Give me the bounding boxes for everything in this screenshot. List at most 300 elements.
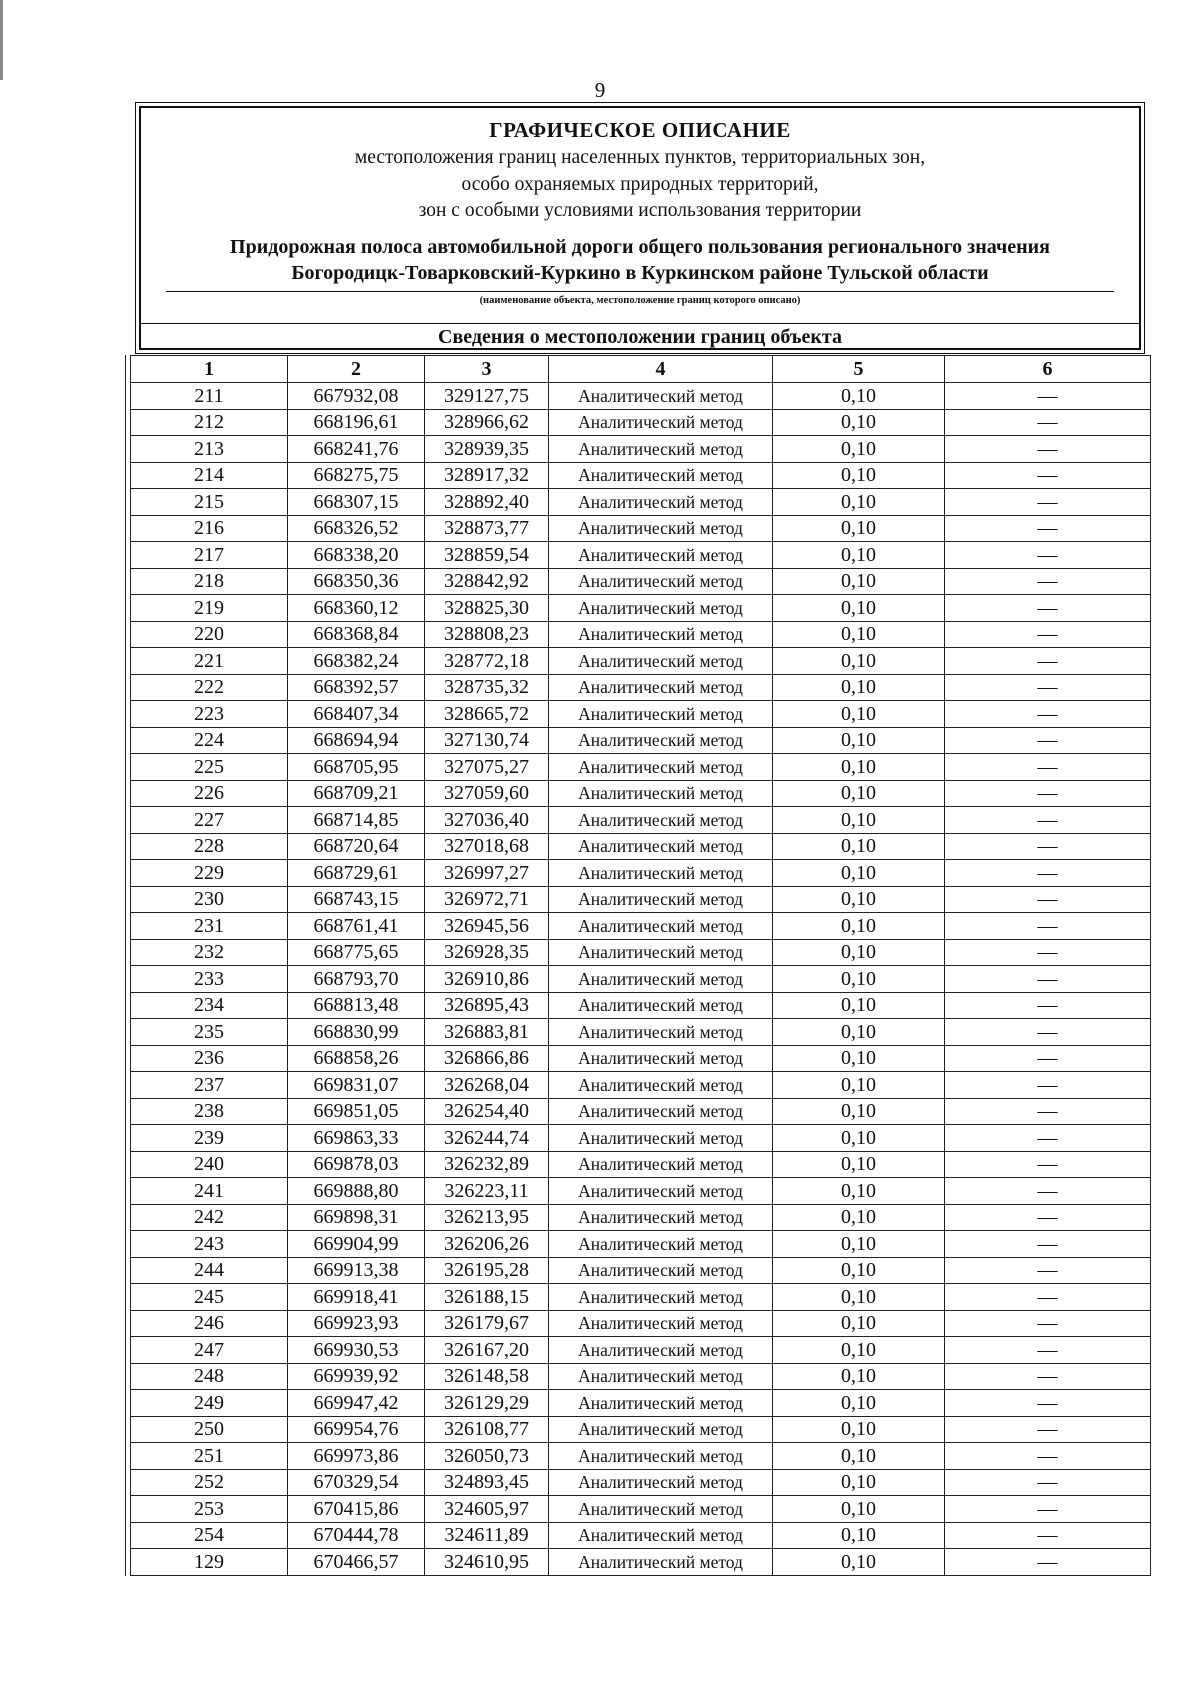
y-coordinate-cell: 327018,68 (425, 833, 549, 860)
y-coordinate-cell: 326206,26 (425, 1231, 549, 1258)
point-number-cell: 213 (131, 436, 288, 463)
y-coordinate-cell: 326866,86 (425, 1045, 549, 1072)
section-divider (141, 323, 1139, 324)
description-cell: — (945, 1045, 1151, 1072)
y-coordinate-cell: 328966,62 (425, 409, 549, 436)
method-cell: Аналитический метод (549, 1284, 773, 1311)
y-coordinate-cell: 324605,97 (425, 1496, 549, 1523)
y-coordinate-cell: 326213,95 (425, 1204, 549, 1231)
method-cell: Аналитический метод (549, 833, 773, 860)
description-cell: — (945, 939, 1151, 966)
y-coordinate-cell: 324611,89 (425, 1522, 549, 1549)
x-coordinate-cell: 667932,08 (288, 383, 425, 410)
description-cell: — (945, 462, 1151, 489)
method-cell: Аналитический метод (549, 462, 773, 489)
x-coordinate-cell: 668729,61 (288, 860, 425, 887)
table-row (131, 489, 1151, 516)
point-number-cell: 236 (131, 1045, 288, 1072)
y-coordinate-cell: 324893,45 (425, 1469, 549, 1496)
x-coordinate-cell: 669930,53 (288, 1337, 425, 1364)
x-coordinate-cell: 668350,36 (288, 568, 425, 595)
point-number-cell: 211 (131, 383, 288, 410)
method-cell: Аналитический метод (549, 436, 773, 463)
precision-cell: 0,10 (773, 1231, 945, 1258)
method-cell: Аналитический метод (549, 1363, 773, 1390)
column-header-1: 1 (131, 356, 288, 383)
point-number-cell: 214 (131, 462, 288, 489)
method-cell: Аналитический метод (549, 1178, 773, 1205)
precision-cell: 0,10 (773, 1072, 945, 1099)
table-row (131, 1522, 1151, 1549)
description-cell: — (945, 1231, 1151, 1258)
point-number-cell: 228 (131, 833, 288, 860)
point-number-cell: 245 (131, 1284, 288, 1311)
point-number-cell: 249 (131, 1390, 288, 1417)
point-number-cell: 241 (131, 1178, 288, 1205)
table-row (131, 1337, 1151, 1364)
description-cell: — (945, 886, 1151, 913)
y-coordinate-cell: 328939,35 (425, 436, 549, 463)
y-coordinate-cell: 328873,77 (425, 515, 549, 542)
precision-cell: 0,10 (773, 833, 945, 860)
point-number-cell: 226 (131, 780, 288, 807)
y-coordinate-cell: 326244,74 (425, 1125, 549, 1152)
y-coordinate-cell: 326910,86 (425, 966, 549, 993)
description-cell: — (945, 409, 1151, 436)
column-header-2: 2 (288, 356, 425, 383)
method-cell: Аналитический метод (549, 568, 773, 595)
point-number-cell: 230 (131, 886, 288, 913)
table-row (131, 542, 1151, 569)
x-coordinate-cell: 668858,26 (288, 1045, 425, 1072)
method-cell: Аналитический метод (549, 754, 773, 781)
point-number-cell: 247 (131, 1337, 288, 1364)
x-coordinate-cell: 668714,85 (288, 807, 425, 834)
y-coordinate-cell: 327130,74 (425, 727, 549, 754)
precision-cell: 0,10 (773, 886, 945, 913)
precision-cell: 0,10 (773, 1019, 945, 1046)
method-cell: Аналитический метод (549, 1310, 773, 1337)
table-row (131, 409, 1151, 436)
table-row (131, 674, 1151, 701)
method-cell: Аналитический метод (549, 1072, 773, 1099)
method-cell: Аналитический метод (549, 913, 773, 940)
y-coordinate-cell: 326195,28 (425, 1257, 549, 1284)
x-coordinate-cell: 669888,80 (288, 1178, 425, 1205)
description-cell: — (945, 1310, 1151, 1337)
precision-cell: 0,10 (773, 1257, 945, 1284)
method-cell: Аналитический метод (549, 992, 773, 1019)
table-row (131, 1178, 1151, 1205)
table-row (131, 1151, 1151, 1178)
precision-cell: 0,10 (773, 621, 945, 648)
precision-cell: 0,10 (773, 1363, 945, 1390)
x-coordinate-cell: 669939,92 (288, 1363, 425, 1390)
point-number-cell: 231 (131, 913, 288, 940)
table-row (131, 1125, 1151, 1152)
description-cell: — (945, 701, 1151, 728)
x-coordinate-cell: 668368,84 (288, 621, 425, 648)
x-coordinate-cell: 668392,57 (288, 674, 425, 701)
description-cell: — (945, 1019, 1151, 1046)
table-row (131, 807, 1151, 834)
coordinates-table-wrapper (130, 355, 1150, 1576)
precision-cell: 0,10 (773, 701, 945, 728)
point-number-cell: 220 (131, 621, 288, 648)
precision-cell: 0,10 (773, 754, 945, 781)
x-coordinate-cell: 669923,93 (288, 1310, 425, 1337)
method-cell: Аналитический метод (549, 1125, 773, 1152)
x-coordinate-cell: 668275,75 (288, 462, 425, 489)
precision-cell: 0,10 (773, 1522, 945, 1549)
description-cell: — (945, 1522, 1151, 1549)
method-cell: Аналитический метод (549, 409, 773, 436)
y-coordinate-cell: 326148,58 (425, 1363, 549, 1390)
description-cell: — (945, 595, 1151, 622)
precision-cell: 0,10 (773, 1416, 945, 1443)
description-cell: — (945, 1284, 1151, 1311)
point-number-cell: 223 (131, 701, 288, 728)
x-coordinate-cell: 669878,03 (288, 1151, 425, 1178)
method-cell: Аналитический метод (549, 860, 773, 887)
method-cell: Аналитический метод (549, 966, 773, 993)
x-coordinate-cell: 668775,65 (288, 939, 425, 966)
y-coordinate-cell: 326179,67 (425, 1310, 549, 1337)
table-row (131, 1204, 1151, 1231)
table-row (131, 1363, 1151, 1390)
point-number-cell: 218 (131, 568, 288, 595)
y-coordinate-cell: 326223,11 (425, 1178, 549, 1205)
table-row (131, 1019, 1151, 1046)
column-header-5: 5 (773, 356, 945, 383)
x-coordinate-cell: 668761,41 (288, 913, 425, 940)
table-row (131, 1098, 1151, 1125)
y-coordinate-cell: 328917,32 (425, 462, 549, 489)
description-cell: — (945, 1549, 1151, 1576)
table-row (131, 833, 1151, 860)
description-cell: — (945, 1337, 1151, 1364)
description-cell: — (945, 807, 1151, 834)
object-name-line-2: Богородицк-Товарковский-Куркино в Куркинском районе Тульской области (291, 262, 989, 284)
table-row (131, 939, 1151, 966)
precision-cell: 0,10 (773, 1469, 945, 1496)
method-cell: Аналитический метод (549, 886, 773, 913)
method-cell: Аналитический метод (549, 1337, 773, 1364)
y-coordinate-cell: 328772,18 (425, 648, 549, 675)
method-cell: Аналитический метод (549, 1045, 773, 1072)
precision-cell: 0,10 (773, 1098, 945, 1125)
subtitle-line-3: зон с особыми условиями использования территории (418, 200, 862, 221)
table-row (131, 701, 1151, 728)
y-coordinate-cell: 326883,81 (425, 1019, 549, 1046)
object-name-caption: (наименование объекта, местоположение границ которого описано) (479, 295, 801, 306)
point-number-cell: 238 (131, 1098, 288, 1125)
table-row (131, 595, 1151, 622)
point-number-cell: 239 (131, 1125, 288, 1152)
precision-cell: 0,10 (773, 913, 945, 940)
x-coordinate-cell: 669913,38 (288, 1257, 425, 1284)
table-row (131, 1284, 1151, 1311)
y-coordinate-cell: 326997,27 (425, 860, 549, 887)
x-coordinate-cell: 669851,05 (288, 1098, 425, 1125)
table-row (131, 1390, 1151, 1417)
point-number-cell: 129 (131, 1549, 288, 1576)
y-coordinate-cell: 328842,92 (425, 568, 549, 595)
subtitle-line-1: местоположения границ населенных пунктов, территориальных зон, (354, 147, 926, 168)
table-row (131, 1231, 1151, 1258)
point-number-cell: 221 (131, 648, 288, 675)
point-number-cell: 240 (131, 1151, 288, 1178)
table-row (131, 1416, 1151, 1443)
precision-cell: 0,10 (773, 992, 945, 1019)
x-coordinate-cell: 668338,20 (288, 542, 425, 569)
table-body (131, 383, 1151, 1576)
scan-edge-mark (0, 0, 3, 80)
column-header-6: 6 (945, 356, 1151, 383)
x-coordinate-cell: 668709,21 (288, 780, 425, 807)
table-row (131, 780, 1151, 807)
table-row (131, 1072, 1151, 1099)
method-cell: Аналитический метод (549, 1204, 773, 1231)
precision-cell: 0,10 (773, 1151, 945, 1178)
precision-cell: 0,10 (773, 1284, 945, 1311)
table-row (131, 1549, 1151, 1576)
y-coordinate-cell: 326928,35 (425, 939, 549, 966)
precision-cell: 0,10 (773, 674, 945, 701)
precision-cell: 0,10 (773, 1310, 945, 1337)
point-number-cell: 251 (131, 1443, 288, 1470)
page-number: 9 (594, 78, 606, 102)
description-cell: — (945, 1363, 1151, 1390)
x-coordinate-cell: 668360,12 (288, 595, 425, 622)
precision-cell: 0,10 (773, 489, 945, 516)
description-cell: — (945, 621, 1151, 648)
method-cell: Аналитический метод (549, 1496, 773, 1523)
point-number-cell: 243 (131, 1231, 288, 1258)
table-row (131, 1257, 1151, 1284)
description-cell: — (945, 1496, 1151, 1523)
method-cell: Аналитический метод (549, 1522, 773, 1549)
precision-cell: 0,10 (773, 1178, 945, 1205)
method-cell: Аналитический метод (549, 621, 773, 648)
description-cell: — (945, 1416, 1151, 1443)
precision-cell: 0,10 (773, 807, 945, 834)
table-row (131, 568, 1151, 595)
precision-cell: 0,10 (773, 568, 945, 595)
y-coordinate-cell: 326167,20 (425, 1337, 549, 1364)
x-coordinate-cell: 669954,76 (288, 1416, 425, 1443)
precision-cell: 0,10 (773, 966, 945, 993)
precision-cell: 0,10 (773, 1125, 945, 1152)
y-coordinate-cell: 329127,75 (425, 383, 549, 410)
method-cell: Аналитический метод (549, 1443, 773, 1470)
section-title: Сведения о местоположении границ объекта (438, 326, 842, 348)
y-coordinate-cell: 326895,43 (425, 992, 549, 1019)
y-coordinate-cell: 326945,56 (425, 913, 549, 940)
x-coordinate-cell: 668694,94 (288, 727, 425, 754)
precision-cell: 0,10 (773, 860, 945, 887)
point-number-cell: 233 (131, 966, 288, 993)
point-number-cell: 224 (131, 727, 288, 754)
y-coordinate-cell: 328892,40 (425, 489, 549, 516)
x-coordinate-cell: 668326,52 (288, 515, 425, 542)
method-cell: Аналитический метод (549, 648, 773, 675)
description-cell: — (945, 1204, 1151, 1231)
document-title: ГРАФИЧЕСКОЕ ОПИСАНИЕ (489, 118, 791, 142)
description-cell: — (945, 489, 1151, 516)
table-row (131, 913, 1151, 940)
y-coordinate-cell: 326108,77 (425, 1416, 549, 1443)
description-cell: — (945, 754, 1151, 781)
x-coordinate-cell: 668705,95 (288, 754, 425, 781)
x-coordinate-cell: 668241,76 (288, 436, 425, 463)
y-coordinate-cell: 328735,32 (425, 674, 549, 701)
precision-cell: 0,10 (773, 595, 945, 622)
y-coordinate-cell: 327059,60 (425, 780, 549, 807)
table-row (131, 754, 1151, 781)
method-cell: Аналитический метод (549, 1469, 773, 1496)
x-coordinate-cell: 668307,15 (288, 489, 425, 516)
x-coordinate-cell: 668743,15 (288, 886, 425, 913)
point-number-cell: 237 (131, 1072, 288, 1099)
point-number-cell: 219 (131, 595, 288, 622)
precision-cell: 0,10 (773, 515, 945, 542)
method-cell: Аналитический метод (549, 515, 773, 542)
point-number-cell: 234 (131, 992, 288, 1019)
method-cell: Аналитический метод (549, 1416, 773, 1443)
description-cell: — (945, 383, 1151, 410)
precision-cell: 0,10 (773, 780, 945, 807)
description-cell: — (945, 913, 1151, 940)
description-cell: — (945, 833, 1151, 860)
point-number-cell: 212 (131, 409, 288, 436)
description-cell: — (945, 1469, 1151, 1496)
y-coordinate-cell: 326129,29 (425, 1390, 549, 1417)
precision-cell: 0,10 (773, 409, 945, 436)
point-number-cell: 246 (131, 1310, 288, 1337)
table-row (131, 860, 1151, 887)
x-coordinate-cell: 668793,70 (288, 966, 425, 993)
x-coordinate-cell: 670444,78 (288, 1522, 425, 1549)
y-coordinate-cell: 326268,04 (425, 1072, 549, 1099)
method-cell: Аналитический метод (549, 1390, 773, 1417)
x-coordinate-cell: 668830,99 (288, 1019, 425, 1046)
table-row (131, 1443, 1151, 1470)
precision-cell: 0,10 (773, 1390, 945, 1417)
description-cell: — (945, 436, 1151, 463)
description-cell: — (945, 992, 1151, 1019)
y-coordinate-cell: 326188,15 (425, 1284, 549, 1311)
method-cell: Аналитический метод (549, 489, 773, 516)
method-cell: Аналитический метод (549, 1549, 773, 1576)
point-number-cell: 216 (131, 515, 288, 542)
x-coordinate-cell: 668407,34 (288, 701, 425, 728)
description-cell: — (945, 515, 1151, 542)
y-coordinate-cell: 326254,40 (425, 1098, 549, 1125)
description-cell: — (945, 1072, 1151, 1099)
point-number-cell: 253 (131, 1496, 288, 1523)
precision-cell: 0,10 (773, 1337, 945, 1364)
y-coordinate-cell: 327075,27 (425, 754, 549, 781)
table-row (131, 886, 1151, 913)
table-row (131, 462, 1151, 489)
method-cell: Аналитический метод (549, 727, 773, 754)
table-row (131, 648, 1151, 675)
header-box (139, 106, 1141, 350)
point-number-cell: 254 (131, 1522, 288, 1549)
method-cell: Аналитический метод (549, 780, 773, 807)
x-coordinate-cell: 668720,64 (288, 833, 425, 860)
precision-cell: 0,10 (773, 436, 945, 463)
point-number-cell: 222 (131, 674, 288, 701)
point-number-cell: 215 (131, 489, 288, 516)
point-number-cell: 248 (131, 1363, 288, 1390)
method-cell: Аналитический метод (549, 542, 773, 569)
method-cell: Аналитический метод (549, 1098, 773, 1125)
y-coordinate-cell: 326232,89 (425, 1151, 549, 1178)
table-row (131, 992, 1151, 1019)
method-cell: Аналитический метод (549, 383, 773, 410)
point-number-cell: 217 (131, 542, 288, 569)
method-cell: Аналитический метод (549, 807, 773, 834)
coordinates-table (130, 355, 1151, 1576)
description-cell: — (945, 966, 1151, 993)
table-row (131, 1310, 1151, 1337)
table-row (131, 1469, 1151, 1496)
table-header-row (131, 356, 1151, 383)
method-cell: Аналитический метод (549, 674, 773, 701)
description-cell: — (945, 1151, 1151, 1178)
precision-cell: 0,10 (773, 939, 945, 966)
table-row (131, 1045, 1151, 1072)
precision-cell: 0,10 (773, 1496, 945, 1523)
point-number-cell: 242 (131, 1204, 288, 1231)
point-number-cell: 225 (131, 754, 288, 781)
precision-cell: 0,10 (773, 542, 945, 569)
x-coordinate-cell: 669898,31 (288, 1204, 425, 1231)
description-cell: — (945, 727, 1151, 754)
method-cell: Аналитический метод (549, 701, 773, 728)
method-cell: Аналитический метод (549, 1019, 773, 1046)
point-number-cell: 229 (131, 860, 288, 887)
description-cell: — (945, 674, 1151, 701)
y-coordinate-cell: 328665,72 (425, 701, 549, 728)
table-row (131, 383, 1151, 410)
column-header-3: 3 (425, 356, 549, 383)
subtitle-line-2: особо охраняемых природных территорий, (461, 174, 819, 195)
description-cell: — (945, 1390, 1151, 1417)
table-row (131, 966, 1151, 993)
table-row (131, 727, 1151, 754)
point-number-cell: 235 (131, 1019, 288, 1046)
precision-cell: 0,10 (773, 383, 945, 410)
x-coordinate-cell: 668196,61 (288, 409, 425, 436)
description-cell: — (945, 1443, 1151, 1470)
table-row (131, 1496, 1151, 1523)
precision-cell: 0,10 (773, 727, 945, 754)
method-cell: Аналитический метод (549, 1151, 773, 1178)
method-cell: Аналитический метод (549, 1257, 773, 1284)
x-coordinate-cell: 669863,33 (288, 1125, 425, 1152)
description-cell: — (945, 1257, 1151, 1284)
x-coordinate-cell: 669904,99 (288, 1231, 425, 1258)
y-coordinate-cell: 327036,40 (425, 807, 549, 834)
description-cell: — (945, 1125, 1151, 1152)
description-cell: — (945, 1098, 1151, 1125)
precision-cell: 0,10 (773, 1045, 945, 1072)
x-coordinate-cell: 670329,54 (288, 1469, 425, 1496)
point-number-cell: 232 (131, 939, 288, 966)
